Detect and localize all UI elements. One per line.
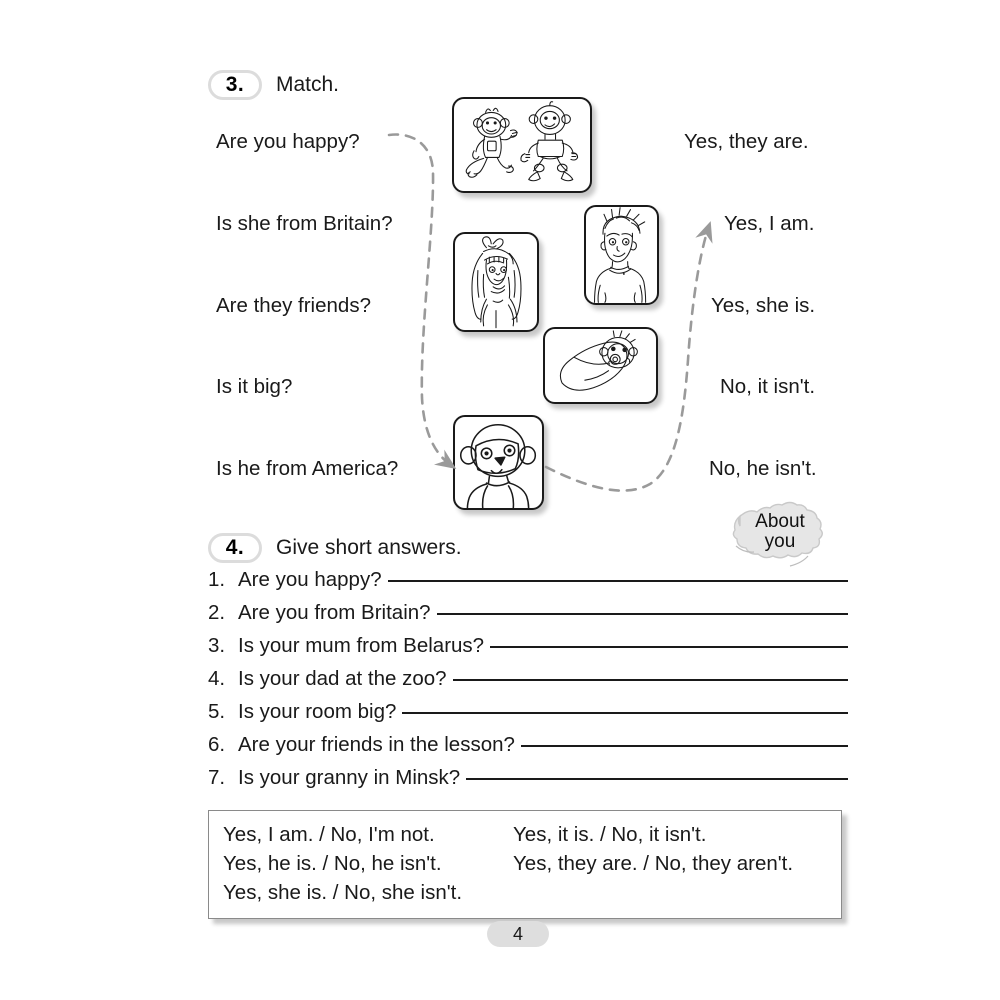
picture-card-boy-portrait[interactable]	[584, 205, 659, 305]
match-answer-3[interactable]: Yes, she is.	[711, 294, 816, 317]
answer-blank-line[interactable]	[490, 646, 848, 648]
answer-phrase	[513, 879, 841, 906]
question-row	[208, 700, 848, 733]
question-number: 1.	[208, 568, 226, 591]
picture-card-robot-head[interactable]	[453, 415, 544, 510]
exercise-4-question-list	[208, 568, 848, 799]
match-question-4[interactable]: Is it big?	[216, 375, 293, 398]
question-text: Are you from Britain?	[238, 601, 431, 624]
question-text: Are you happy?	[238, 568, 382, 591]
exercise-3-title: Match.	[276, 73, 340, 96]
about-you-label	[724, 512, 836, 552]
exercise-4-title: Give short answers.	[276, 536, 462, 559]
answer-blank-line[interactable]	[388, 580, 848, 582]
answer-blank-line[interactable]	[521, 745, 848, 747]
match-question-1[interactable]: Are you happy?	[216, 130, 360, 153]
match-question-5[interactable]: Is he from America?	[216, 457, 399, 480]
answer-phrase: Yes, they are. / No, they aren't.	[513, 852, 794, 876]
question-number: 7.	[208, 766, 226, 789]
answer-phrase: Yes, it is. / No, it isn't.	[513, 823, 707, 846]
about-you-badge	[724, 500, 836, 578]
about-you-line-1: About	[755, 511, 805, 532]
exercise-3-header	[208, 70, 339, 100]
picture-card-girl-with-long-hair[interactable]	[453, 232, 539, 332]
exercise-3-number-badge: 3.	[208, 70, 262, 100]
question-number: 4.	[208, 667, 226, 690]
about-you-line-2: you	[764, 530, 796, 552]
page-number: 4	[487, 921, 549, 947]
picture-card-baby-in-blanket[interactable]	[543, 327, 658, 404]
question-text: Is your dad at the zoo?	[238, 667, 447, 690]
question-text: Is your granny in Minsk?	[238, 766, 461, 789]
question-text: Are your friends in the lesson?	[238, 733, 515, 756]
question-number: 5.	[208, 700, 226, 723]
answer-phrase: Yes, she is. / No, she isn't.	[223, 881, 463, 905]
question-text: Is your mum from Belarus?	[238, 634, 485, 657]
answer-phrase: Yes, I am. / No, I'm not.	[223, 823, 435, 846]
answer-blank-line[interactable]	[437, 613, 848, 615]
match-answer-1[interactable]: Yes, they are.	[684, 130, 809, 153]
picture-card-monkey-and-robot-walking[interactable]	[452, 97, 592, 193]
answer-blank-line[interactable]	[453, 679, 848, 681]
question-row	[208, 634, 848, 667]
question-row	[208, 601, 848, 634]
question-text: Is your room big?	[238, 700, 397, 723]
match-answer-2[interactable]: Yes, I am.	[724, 212, 815, 235]
exercise-4-header	[208, 533, 462, 563]
answer-blank-line[interactable]	[466, 778, 848, 780]
question-number: 2.	[208, 601, 226, 624]
question-row	[208, 733, 848, 766]
answer-phrase: Yes, he is. / No, he isn't.	[223, 852, 442, 876]
question-row	[208, 766, 848, 799]
answer-blank-line[interactable]	[402, 712, 848, 714]
match-question-2[interactable]: Is she from Britain?	[216, 212, 393, 235]
question-row	[208, 667, 848, 700]
question-row	[208, 568, 848, 601]
match-answer-5[interactable]: No, he isn't.	[709, 457, 817, 480]
match-answer-4[interactable]: No, it isn't.	[720, 375, 816, 398]
question-number: 3.	[208, 634, 226, 657]
exercise-4-number-badge: 4.	[208, 533, 262, 563]
answer-reference-box	[208, 810, 842, 919]
question-number: 6.	[208, 733, 226, 756]
match-question-3[interactable]: Are they friends?	[216, 294, 371, 317]
